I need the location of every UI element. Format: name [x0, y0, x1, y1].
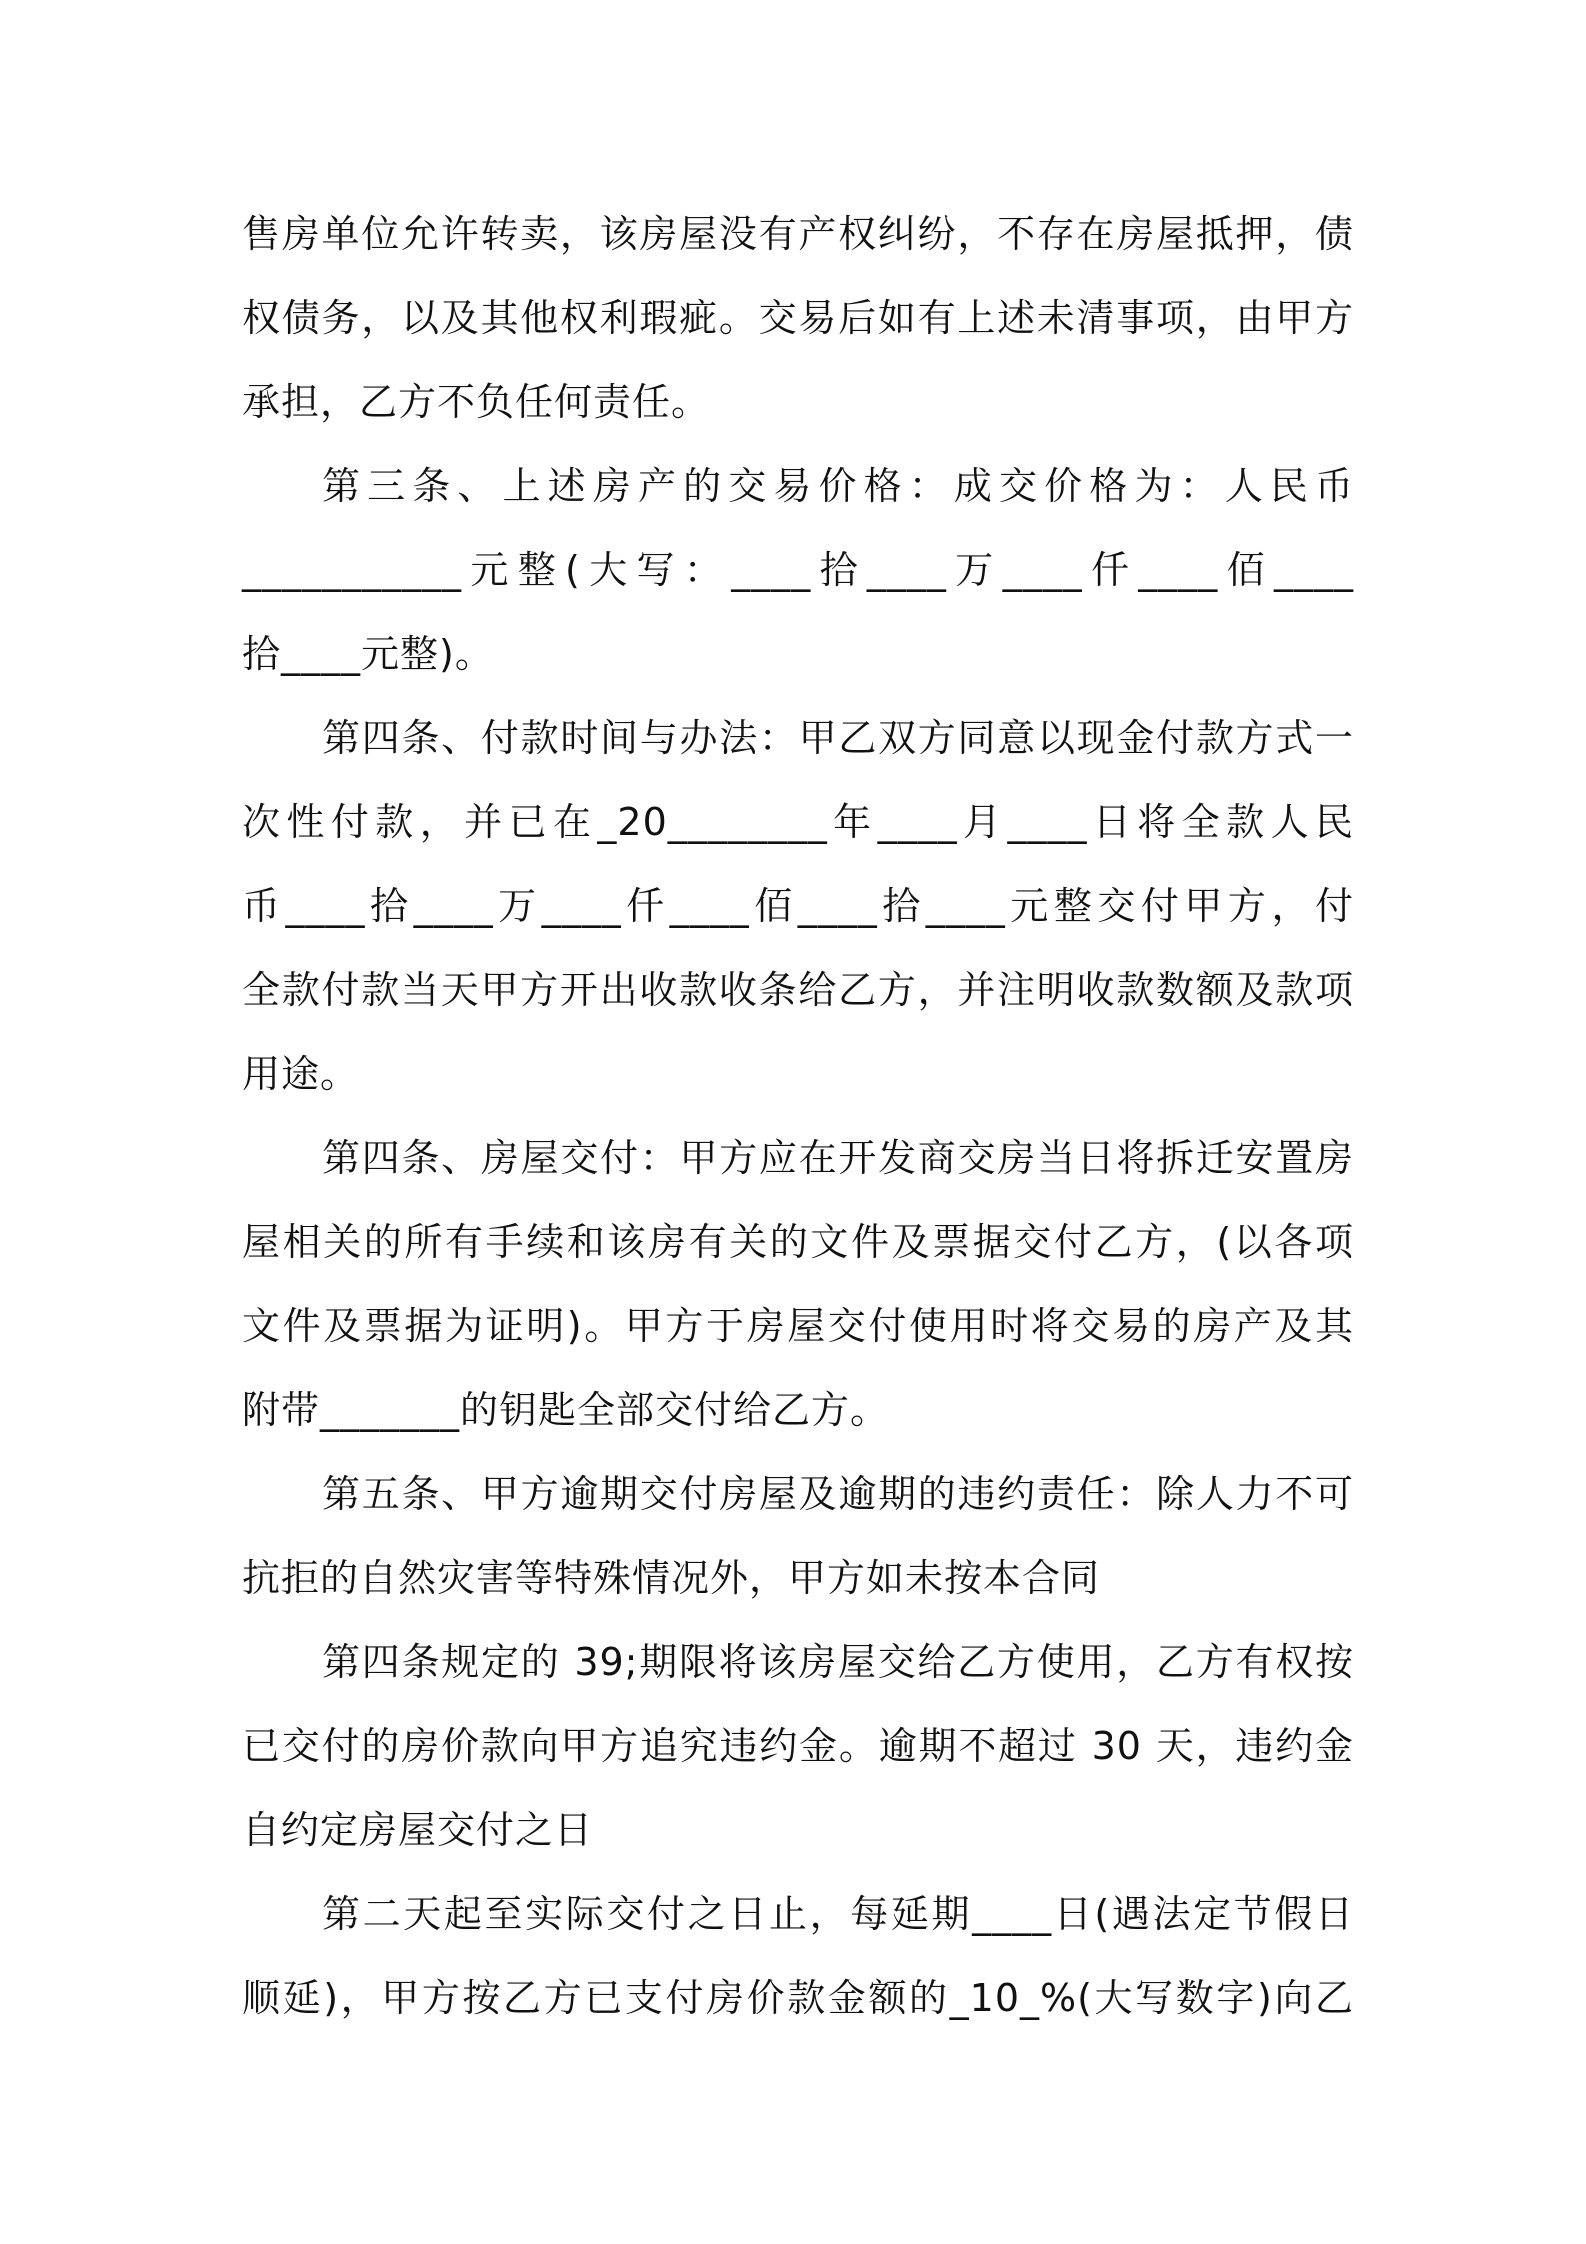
text-line: 币____拾____万____仟____佰____拾____元整交付甲方，付: [242, 884, 1354, 928]
text-line: 权债务，以及其他权利瑕疵。交易后如有上述未清事项，由甲方: [242, 296, 1354, 340]
text-line: 文件及票据为证明)。甲方于房屋交付使用时将交易的房产及其: [242, 1304, 1354, 1348]
text-line: 屋相关的所有手续和该房有关的文件及票据交付乙方，(以各项: [242, 1220, 1354, 1264]
clause-4-payment-line: 第四条、付款时间与办法：甲乙双方同意以现金付款方式一: [322, 716, 1354, 760]
clause-5-heading-line: 第五条、甲方逾期交付房屋及逾期的违约责任：除人力不可: [322, 1472, 1354, 1516]
clause-4-delivery-line: 第四条、房屋交付：甲方应在开发商交房当日将拆迁安置房: [322, 1136, 1354, 1180]
text-line: 售房单位允许转卖，该房屋没有产权纠纷，不存在房屋抵押，债: [242, 212, 1354, 256]
text-line: 第四条规定的 39;期限将该房屋交给乙方使用，乙方有权按: [322, 1640, 1354, 1684]
text-line: 已交付的房价款向甲方追究违约金。逾期不超过 30 天，违约金: [242, 1724, 1354, 1768]
text-line: 全款付款当天甲方开出收款收条给乙方，并注明收款数额及款项: [242, 968, 1354, 1012]
text-line: 附带_______的钥匙全部交付给乙方。: [242, 1388, 890, 1432]
text-line: 用途。: [242, 1052, 360, 1096]
text-line: 次性付款，并已在_20________年____月____日将全款人民: [242, 800, 1354, 844]
clause-3-heading-line: 第三条、上述房产的交易价格：成交价格为：人民币: [322, 464, 1354, 508]
text-line: 顺延)，甲方按乙方已支付房价款金额的_10_%(大写数字)向乙: [242, 1976, 1354, 2020]
text-line: 承担，乙方不负任何责任。: [242, 380, 711, 424]
text-line: ___________元整(大写：____拾____万____仟____佰____: [242, 548, 1354, 592]
text-line: 自约定房屋交付之日: [242, 1808, 594, 1852]
text-line: 第二天起至实际交付之日止，每延期____日(遇法定节假日: [322, 1892, 1354, 1936]
contract-body: [242, 192, 1354, 2040]
text-line: 抗拒的自然灾害等特殊情况外，甲方如未按本合同: [242, 1556, 1101, 1600]
text-line: 拾____元整)。: [242, 632, 494, 676]
